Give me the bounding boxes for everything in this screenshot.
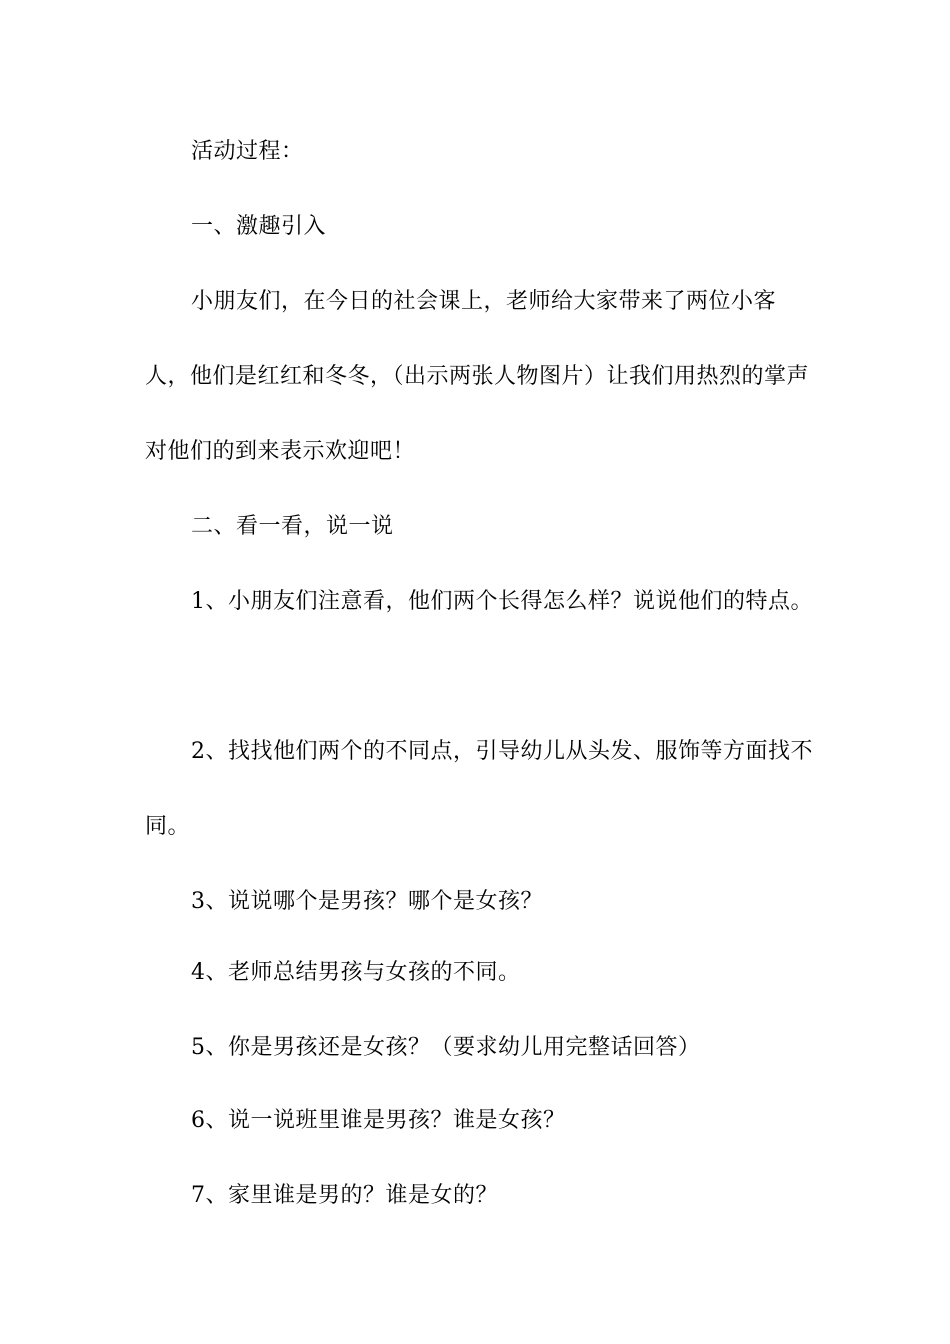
paragraph-item-4: 4、老师总结男孩与女孩的不同。 [191,960,521,985]
paragraph-item-1: 1、小朋友们注意看，他们两个长得怎么样？说说他们的特点。 [191,589,813,614]
paragraph-item-3: 3、说说哪个是男孩？哪个是女孩？ [191,889,543,914]
paragraph-introduction: 小朋友们，在今日的社会课上，老师给大家带来了两位小客人，他们是红红和冬冬，（出示两张人物图片）让我们用热烈的掌声对他们的到来表示欢迎吧！ [145,289,810,464]
paragraph-item-6: 6、说一说班里谁是男孩？谁是女孩？ [191,1108,566,1133]
paragraph-activity-process: 活动过程： [191,139,304,164]
paragraph-item-7: 7、家里谁是男的？谁是女的？ [191,1183,498,1208]
paragraph-section-two: 二、看一看，说一说 [191,514,394,539]
paragraph-section-one: 一、激趣引入 [191,214,327,239]
paragraph-item-2: 2、找找他们两个的不同点，引导幼儿从头发、服饰等方面找不同。 [145,739,813,839]
paragraph-item-5: 5、你是男孩还是女孩？（要求幼儿用完整话回答） [191,1035,701,1060]
